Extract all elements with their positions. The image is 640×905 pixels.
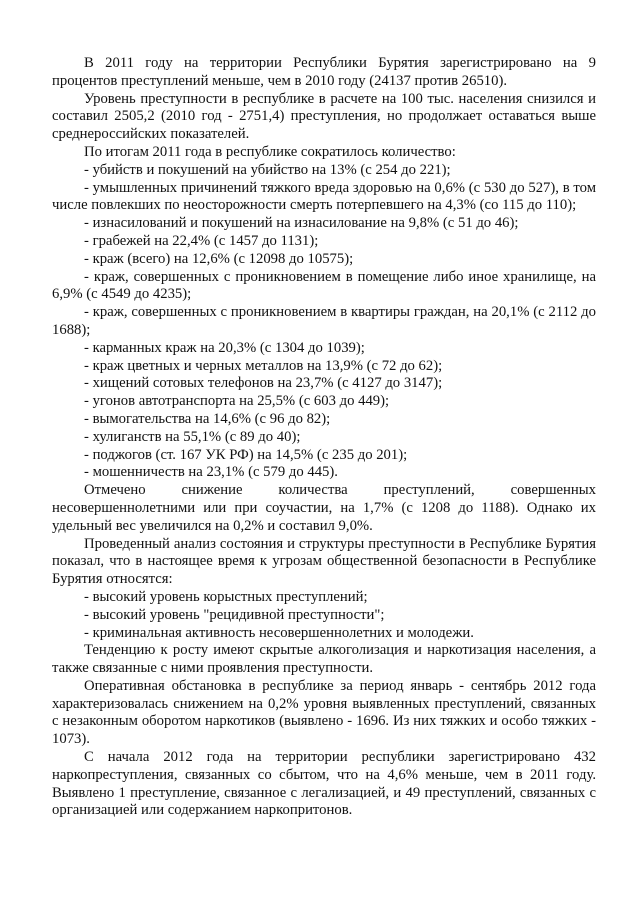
paragraph: Тенденцию к росту имеют скрытые алкоголизация и наркотизация населения, а также связанные с ними проявления преступности. [52,642,596,677]
list-item: - краж, совершенных с проникновением в квартиры граждан, на 20,1% (с 2112 до 1688); [52,304,596,338]
list-item: - криминальная активность несовершеннолетних и молодежи. [84,624,474,641]
paragraph: Оперативная обстановка в республике за период январь - сентябрь 2012 года характеризовалась снижением на 0,2% уровня выявленных преступлений, связанных с незаконным оборотом наркотиков (выявлено - 1696. Из них тяжких и особо тяжких - 1073). [52,677,596,748]
paragraph: По итогам 2011 года в республике сократилось количество: [84,143,456,160]
paragraph: Отмечено снижение количества преступлений, совершенных несовершеннолетними или при соучастии, на 1,7% (с 1208 до 1188). Однако их удельный вес увеличился на 0,2% и составил 9,0%. [52,482,596,534]
list-item: - краж, совершенных с проникновением в помещение либо иное хранилище, на 6,9% (с 4549 до 4235); [52,268,596,303]
paragraph: В 2011 году на территории Республики Бурятия зарегистрировано на 9 процентов преступлений меньше, чем в 2010 году (24137 против 26510). [52,55,596,89]
list-item: - поджогов (ст. 167 УК РФ) на 14,5% (с 235 до 201); [84,446,408,463]
list-item: - краж цветных и черных металлов на 13,9% (с 72 до 62); [84,357,443,374]
list-item: - карманных краж на 20,3% (с 1304 до 1039); [84,339,365,356]
paragraph: Проведенный анализ состояния и структуры преступности в Республике Бурятия показал, что в настоящее время к угрозам общественной безопасности в Республике Бурятия относятся: [52,535,596,588]
list-item: - вымогательства на 14,6% (с 96 до 82); [84,410,331,427]
list-item: - хищений сотовых телефонов на 23,7% (с 4127 до 3147); [84,375,443,392]
list-item: - мошенничеств на 23,1% (с 579 до 445). [84,464,338,481]
paragraph: Уровень преступности в республике в расчете на 100 тыс. населения снизился и составил 2505,2 (2010 год - 2751,4) преступления, но продолжает оставаться выше среднероссийских показателей. [52,90,596,143]
list-item: - убийств и покушений на убийство на 13% (с 254 до 221); [84,161,451,178]
list-item: - угонов автотранспорта на 25,5% (с 603 до 449); [84,393,390,410]
list-item: - умышленных причинений тяжкого вреда здоровью на 0,6% (с 530 до 527), в том числе повлекших по неосторожности смерть потерпевшего на 4,3% (со 115 до 110); [52,179,596,214]
document-body [52,55,596,820]
list-item: - хулиганств на 55,1% (с 89 до 40); [84,428,301,445]
paragraph: С начала 2012 года на территории республики зарегистрировано 432 наркопреступления, связанных со сбытом, что на 4,6% меньше, чем в 2011 году. Выявлено 1 преступление, связанное с легализацией, и 49 преступлений, связанных с организацией или содержанием наркопритонов. [52,749,596,819]
list-item: - краж (всего) на 12,6% (с 12098 до 10575); [84,250,354,267]
list-item: - высокий уровень "рецидивной преступности"; [84,606,385,623]
list-item: - высокий уровень корыстных преступлений; [84,588,368,605]
list-item: - изнасилований и покушений на изнасилование на 9,8% (с 51 до 46); [84,215,519,232]
list-item: - грабежей на 22,4% (с 1457 до 1131); [84,232,319,249]
